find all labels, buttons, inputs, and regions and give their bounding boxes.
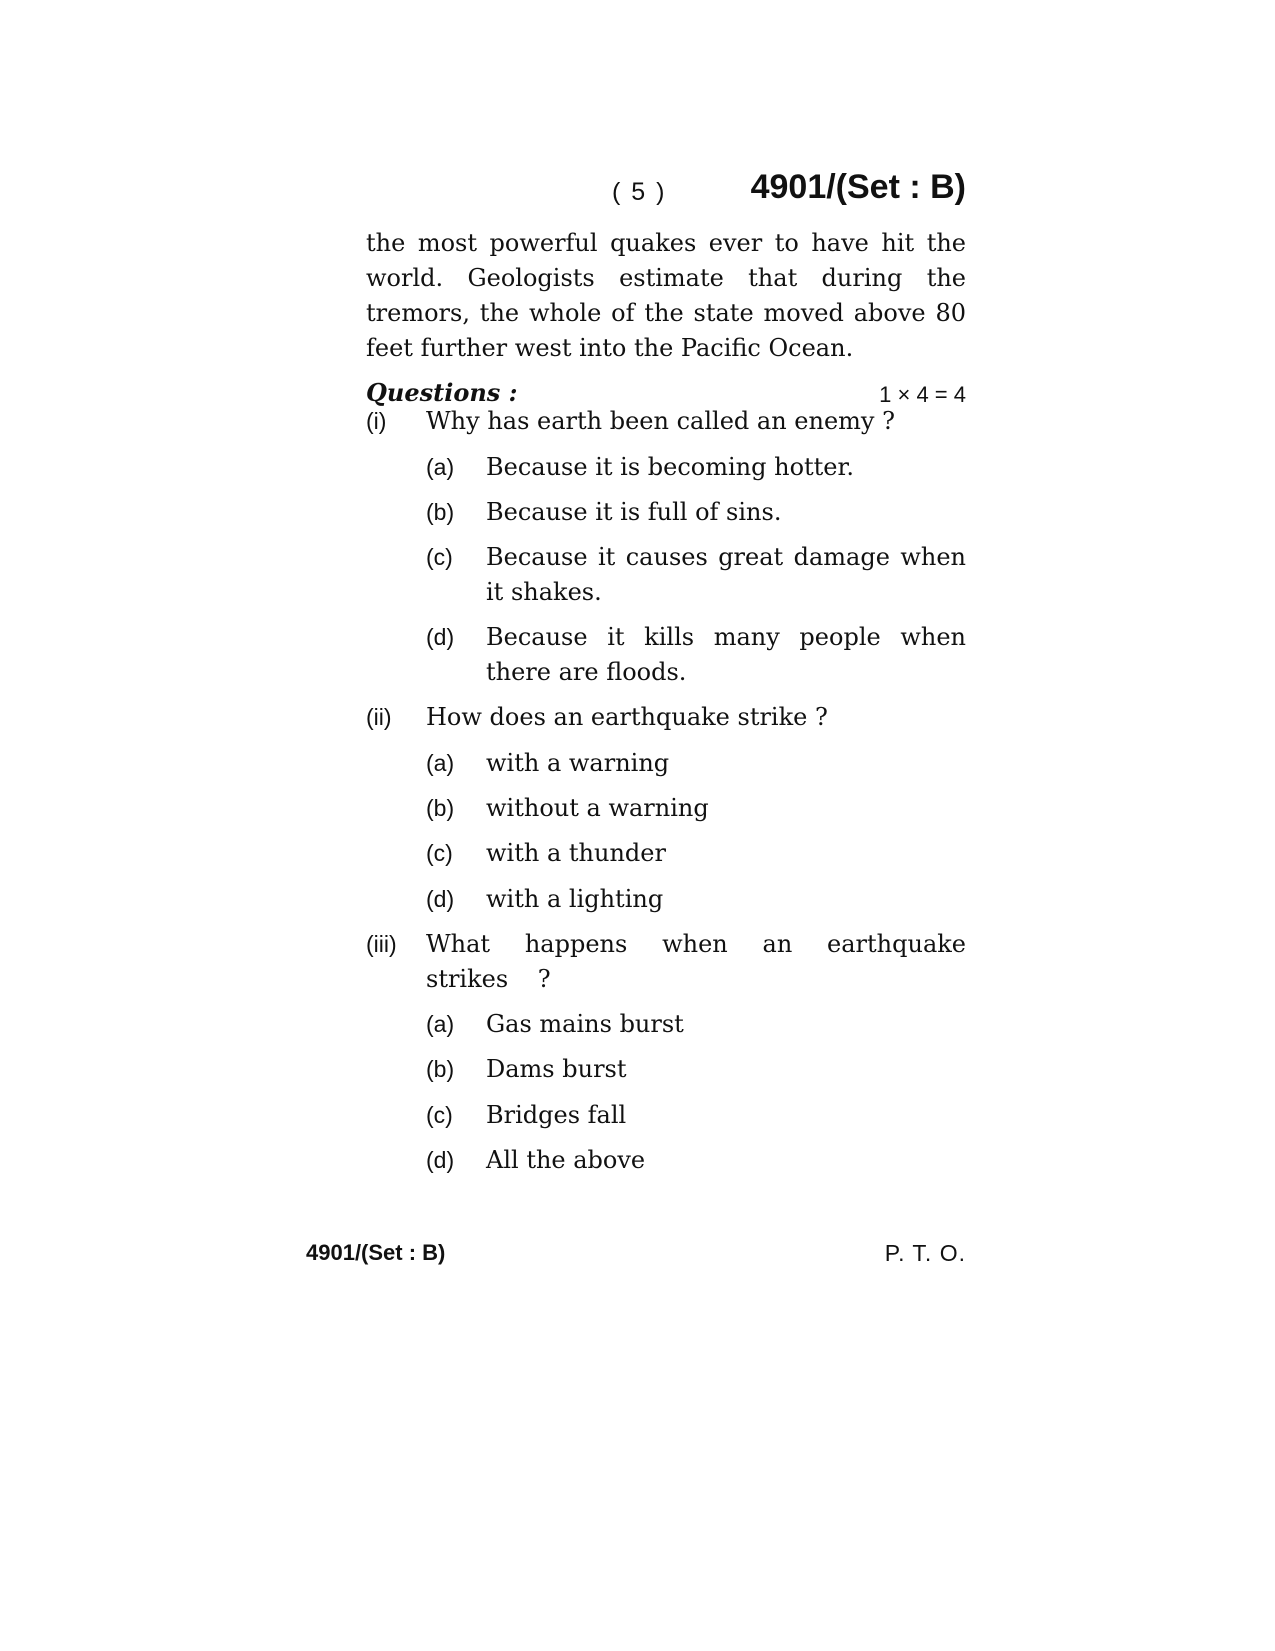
option-item — [426, 882, 966, 917]
option-item — [426, 746, 966, 781]
question-3 — [366, 927, 966, 997]
option-text: with a warning — [486, 749, 670, 777]
option-text: Because it kills many people when there are floods. — [486, 623, 966, 686]
option-text: with a lighting — [486, 885, 664, 913]
option-item — [426, 540, 966, 610]
option-text: Dams burst — [486, 1055, 627, 1083]
pto-label: P. T. O. — [884, 1240, 966, 1266]
question-2 — [366, 700, 966, 735]
marks-allocation: 1 × 4 = 4 — [879, 382, 966, 407]
question-1 — [366, 404, 966, 439]
option-item — [426, 1052, 966, 1087]
option-label: (d) — [426, 886, 455, 912]
option-label: (d) — [426, 624, 455, 650]
option-label: (a) — [426, 750, 455, 776]
question-number: (iii) — [366, 931, 397, 957]
option-item — [426, 791, 966, 826]
paper-code-header: 4901/(Set : B) — [750, 168, 966, 206]
option-label: (a) — [426, 1011, 455, 1037]
option-label: (c) — [426, 544, 453, 570]
paper-code-footer: 4901/(Set : B) — [306, 1240, 446, 1265]
option-label: (c) — [426, 1102, 453, 1128]
option-text: without a warning — [486, 794, 709, 822]
option-text: Because it is becoming hotter. — [486, 453, 854, 481]
option-text: Gas mains burst — [486, 1010, 684, 1038]
option-item — [426, 1143, 966, 1178]
option-item — [426, 1007, 966, 1042]
option-text: All the above — [486, 1146, 646, 1174]
question-text: Why has earth been called an enemy ? — [426, 407, 895, 435]
question-text: How does an earthquake strike ? — [426, 703, 828, 731]
option-item — [426, 836, 966, 871]
option-label: (b) — [426, 1056, 455, 1082]
option-item — [426, 1098, 966, 1133]
passage-text: the most powerful quakes ever to have hit the world. Geologists estimate that during the tremors, the whole of the state moved above 80 feet further west into the Pacific Ocean. — [366, 229, 966, 362]
question-number: (ii) — [366, 704, 392, 730]
question-number: (i) — [366, 408, 387, 434]
option-text: with a thunder — [486, 839, 666, 867]
option-label: (b) — [426, 499, 455, 525]
question-text: What happens when an earthquake strikes ? — [426, 930, 966, 993]
option-text: Because it causes great damage when it shakes. — [486, 543, 966, 606]
questions-heading: Questions : — [366, 378, 518, 407]
option-item — [426, 450, 966, 485]
option-item — [426, 620, 966, 690]
option-label: (a) — [426, 454, 455, 480]
option-label: (b) — [426, 795, 455, 821]
option-label: (c) — [426, 840, 453, 866]
option-text: Because it is full of sins. — [486, 498, 782, 526]
option-item — [426, 495, 966, 530]
option-label: (d) — [426, 1147, 455, 1173]
page-number: ( 5 ) — [612, 178, 667, 206]
option-text: Bridges fall — [486, 1101, 627, 1129]
